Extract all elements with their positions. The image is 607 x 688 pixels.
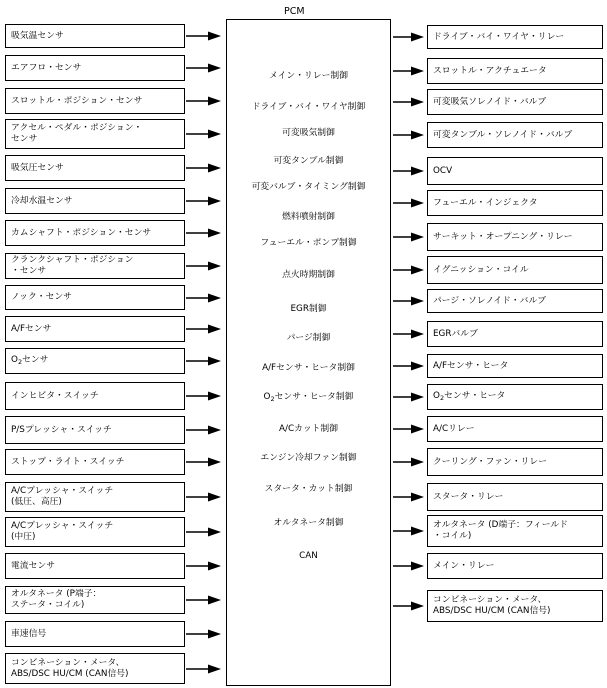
pcm-function: スタータ・カット制御 (264, 484, 353, 494)
output-arrow (393, 167, 424, 176)
output-label: パージ・ソレノイド・バルブ (433, 295, 547, 306)
input-arrow (186, 562, 221, 571)
output-arrow (393, 562, 424, 571)
input-arrow (186, 665, 221, 674)
output-arrow (393, 527, 424, 536)
pcm-function: 燃料噴射制御 (282, 212, 335, 222)
output-arrow (393, 266, 424, 275)
input-label: エアフロ・センサ (11, 62, 82, 73)
input-label: オルタネータ (P端子： ステータ・コイル) (11, 589, 102, 610)
label-part: センサ・ヒータ制御 (274, 392, 354, 402)
input-arrow (186, 32, 221, 41)
input-label: ノック・センサ (11, 292, 72, 302)
input-arrow (186, 197, 221, 206)
input-label: アクセル・ペダル・ポジション・ センサ (11, 123, 143, 144)
output-arrow (393, 425, 424, 434)
input-label: P/Sプレッシャ・スイッチ (11, 424, 112, 435)
input-label: 電流センサ (11, 560, 55, 571)
input-label: A/Cプレッシャ・スイッチ (低圧、高圧) (11, 486, 114, 507)
output-arrow (393, 330, 424, 339)
input-arrow (186, 229, 221, 238)
input-arrow (186, 164, 221, 173)
label-subscript: 2 (17, 357, 23, 366)
output-arrow (393, 362, 424, 371)
pcm-function: エンジン冷却ファン制御 (260, 453, 357, 463)
label-part: O (11, 354, 18, 365)
output-arrow (393, 98, 424, 107)
pcm-function: EGR制御 (290, 304, 327, 314)
output-arrow (393, 199, 424, 208)
output-label: 可変タンブル・ソレノイド・バルブ (433, 129, 573, 140)
output-arrow (393, 297, 424, 306)
output-label: A/Fセンサ・ヒータ (433, 360, 509, 371)
input-arrow (186, 357, 221, 366)
input-label: 冷却水温センサ (11, 195, 73, 206)
pcm-function: A/Fセンサ・ヒータ制御 (262, 363, 355, 373)
input-label: 吸気圧センサ (11, 162, 64, 173)
output-arrow (393, 233, 424, 242)
input-label: カムシャフト・ポジション・センサ (11, 227, 152, 238)
label-part: センサ・ヒータ (444, 390, 506, 401)
input-arrow (186, 493, 221, 502)
input-label: コンビネーション・メータ、 ABS/DSC HU/CM (CAN信号) (11, 657, 129, 679)
output-arrow (393, 602, 424, 611)
output-arrow (393, 67, 424, 76)
output-label: EGRバルブ (433, 328, 478, 339)
input-arrow (186, 426, 221, 435)
label-part: O (263, 392, 271, 402)
pcm-title: PCM (284, 6, 305, 17)
label-subscript: 2 (270, 395, 275, 403)
input-arrow (186, 130, 221, 139)
output-arrow (393, 493, 424, 502)
output-arrow (393, 33, 424, 42)
input-arrow (186, 294, 221, 303)
output-arrow (393, 393, 424, 402)
input-label: A/Fセンサ (11, 323, 52, 334)
pcm-function: A/Cカット制御 (278, 424, 339, 434)
pcm-function: 可変タンブル制御 (273, 156, 344, 166)
input-arrow (186, 630, 221, 639)
input-label: 吸気温センサ (11, 30, 64, 41)
input-label: ストップ・ライト・スイッチ (11, 456, 125, 467)
input-label: インヒビタ・スイッチ (11, 390, 99, 401)
output-label: メイン・リレー (433, 560, 495, 571)
input-arrow (186, 97, 221, 106)
pcm-function: ドライブ・バイ・ワイヤ制御 (251, 102, 366, 112)
input-label: スロットル・ポジション・センサ (11, 95, 143, 106)
pcm-function: CAN (299, 551, 318, 561)
output-label: スタータ・リレー (433, 491, 504, 502)
input-arrow (186, 596, 221, 605)
label-part: センサ (22, 354, 49, 365)
output-arrow (393, 458, 424, 467)
output-label: スロットル・アクチュエータ (433, 65, 547, 76)
output-label: コンビネーション・メータ、 ABS/DSC HU/CM (CAN信号) (433, 595, 551, 616)
input-arrow (186, 528, 221, 537)
input-label: A/Cプレッシャ・スイッチ (中圧) (11, 521, 114, 542)
input-arrow (186, 325, 221, 334)
pcm-function: フューエル・ポンプ制御 (260, 238, 357, 248)
output-label: イグニッション・コイル (433, 264, 529, 275)
pcm-function: 可変バルブ・タイミング制御 (251, 182, 366, 192)
label-subscript: 2 (439, 393, 445, 402)
output-label: フューエル・インジェクタ (433, 197, 538, 208)
input-arrow (186, 64, 221, 73)
output-label: ドライブ・バイ・ワイヤ・リレー (433, 31, 565, 42)
label-part: O (433, 390, 440, 401)
output-label: A/Cリレー (433, 423, 475, 434)
input-label: クランクシャフト・ポジション ・センサ (11, 255, 134, 276)
output-label: OCV (433, 165, 453, 176)
output-label: サーキット・オープニング・リレー (433, 231, 573, 242)
output-label: クーリング・ファン・リレー (433, 456, 548, 467)
output-arrow (393, 131, 424, 140)
pcm-function: 可変吸気制御 (282, 128, 335, 138)
pcm-function: パージ制御 (286, 333, 331, 343)
pcm-function: メイン・リレー制御 (269, 71, 348, 81)
output-label: 可変吸気ソレノイド・バルブ (433, 96, 547, 107)
input-arrow (186, 458, 221, 467)
input-arrow (186, 262, 221, 271)
input-label: 車速信号 (11, 628, 47, 639)
pcm-function: オルタネータ制御 (273, 518, 344, 528)
output-label: オルタネータ (D端子：フィールド ・コイル) (433, 520, 568, 541)
input-arrow (186, 392, 221, 401)
pcm-function: 点火時期制御 (282, 270, 335, 280)
